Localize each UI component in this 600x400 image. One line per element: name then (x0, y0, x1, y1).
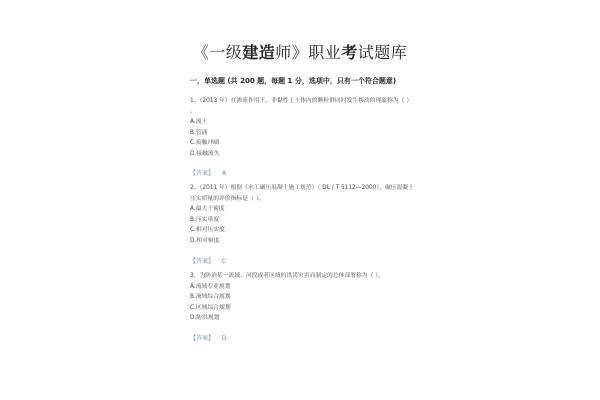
question-1 (190, 96, 412, 159)
question-stem-cont: 压实质量的评价指标是（ ）。 (190, 195, 265, 202)
answer-value: A (222, 170, 227, 177)
answer-value: D (222, 335, 227, 342)
page-title (0, 40, 600, 63)
answer-2 (190, 256, 226, 265)
option-b: B.流域综合规划 (190, 294, 231, 300)
option-a: A.最大干密度 (190, 206, 225, 212)
answer-3 (190, 333, 227, 342)
answer-1 (190, 168, 226, 177)
question-stem: 2、（2011 年）根据《水工碾压混凝土施工规范》（ DL / T 5112—2000），碾压混凝土 (190, 185, 414, 191)
option-d: D.防洪规划 (190, 315, 220, 321)
answer-value: C (222, 258, 227, 265)
option-c: C.接触冲刷 (190, 140, 220, 146)
answer-label: 【答案】 (190, 258, 215, 265)
option-c: C.区域综合规划 (190, 304, 231, 311)
option-b: B.管涌 (190, 129, 208, 136)
title-part-bold: 建造 (242, 43, 276, 62)
answer-label: 【答案】 (190, 335, 215, 342)
question-stem-cont: 。 (190, 108, 196, 115)
option-d: D.相对密度 (190, 237, 220, 244)
title-part: 师》职业 (275, 43, 342, 62)
question-stem: 1、（2013 年）在渗流作用下，非黏性土土体内的颗粒群同时发生移动的现象称为（ ） (190, 98, 413, 104)
section-heading: 一，单选题 (共 200 题，每题 1 分，选项中，只有一个符合题意) (190, 77, 397, 85)
title-part-bold: 考 (341, 43, 358, 62)
question-2 (190, 183, 414, 246)
answer-label: 【答案】 (190, 170, 215, 177)
option-d: D.接触流失 (190, 150, 220, 157)
option-b: B.压实重度 (190, 216, 220, 223)
option-c: C.相对压实度 (190, 227, 225, 233)
option-a: A.流土 (190, 119, 208, 125)
title-part: 《一级 (192, 43, 243, 62)
option-a: A.流域专业规划 (190, 283, 231, 290)
question-3 (190, 271, 384, 324)
question-stem: 3、为防治某一流域、河段或者区域的洪涝灾害而制定的总体部署称为（ ）。 (190, 273, 384, 279)
title-part: 试题库 (357, 43, 408, 62)
